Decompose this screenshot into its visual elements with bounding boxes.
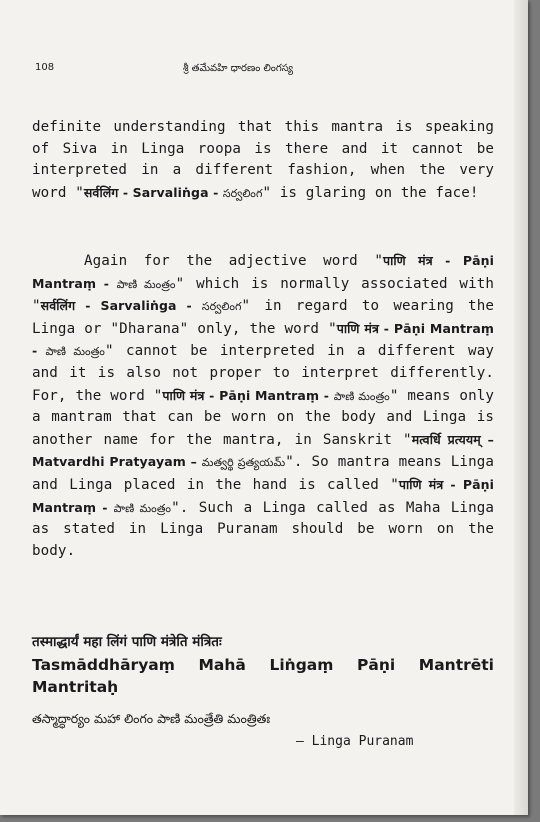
paragraph-text: ". So mantra means Linga and Linga placed in the hand is called " (32, 454, 494, 493)
sanskrit-term: सर्वलिंग - Sarvaliṅga - (83, 184, 223, 200)
page-edge-shadow (514, 0, 528, 815)
sanskrit-term: मत्वर्धि प्रत्ययम् – Matvardhi Pratyayam – (32, 431, 494, 470)
telugu-term: పాణి మంత్రం (45, 345, 105, 359)
sanskrit-term: पाणि मंत्र - Pāṇi Mantraṃ - (32, 253, 495, 291)
telugu-term: సర్వలింగ (222, 186, 263, 200)
telugu-term: పాణి మంత్రం (333, 389, 390, 403)
paragraph-text: Again for the adjective word " (84, 253, 383, 269)
paragraph-text: " in regard to wearing the Linga or "Dharana" only, the word " (32, 298, 494, 337)
paragraph-text: " which is normally associated with " (32, 275, 494, 315)
telugu-term: సర్వలింగ (201, 300, 242, 314)
telugu-term: మత్వర్థి ప్రత్యయమ్ (201, 456, 286, 470)
verse-telugu: తస్మాద్ధార్యం మహా లింగం పాణి మంత్రేతి మంత్రితః (32, 711, 271, 726)
paragraph-2 (32, 250, 494, 562)
paragraph-text: " cannot be interpreted in a different way and it is also not proper to interpret differently. For, the word " (32, 343, 494, 404)
sanskrit-term: सर्वलिंग - Sarvaliṅga - (40, 298, 202, 314)
running-title: శ్రీ తమేవహి ధారణం లింగస్య (183, 63, 294, 74)
paragraph-text: ". Such a Linga called as Maha Linga as stated in Linga Puranam should be worn on the body. (32, 499, 494, 559)
telugu-term: పాణి మంత్రం (116, 277, 176, 291)
verse-transliteration: Tasmāddhāryaṃ Mahā Liṅgaṃ Pāṇi Mantrēti Mantritaḥ (32, 656, 494, 696)
verse-source: – Linga Puranam (296, 734, 414, 749)
paragraph-text: " means only a mantram that can be worn on the body and Linga is another name for the mantra, in Sanskrit " (32, 387, 495, 448)
page-number: 108 (35, 62, 55, 73)
sanskrit-term: पाणि मंत्र - Pāṇi Mantraṃ - (32, 320, 494, 359)
paragraph-text: definite understanding that this mantra is speaking of Siva in Linga roopa is there and it cannot be interpreted in a different fashion, when the very word " (32, 119, 494, 201)
telugu-term: పాణి మంత్రం (113, 501, 172, 515)
page-header (35, 62, 475, 78)
sanskrit-term: पाणि मंत्र - Pāṇi Mantraṃ - (162, 387, 334, 403)
paragraph-1 (32, 117, 494, 204)
sanskrit-term: पाणि मंत्र - Pāṇi Mantraṃ - (32, 476, 494, 515)
verse-devanagari: तस्माद्धार्यं महा लिंगं पाणि मंत्रेति मंत्रितः (32, 634, 222, 650)
paragraph-text: " is glaring on the face! (262, 184, 479, 201)
